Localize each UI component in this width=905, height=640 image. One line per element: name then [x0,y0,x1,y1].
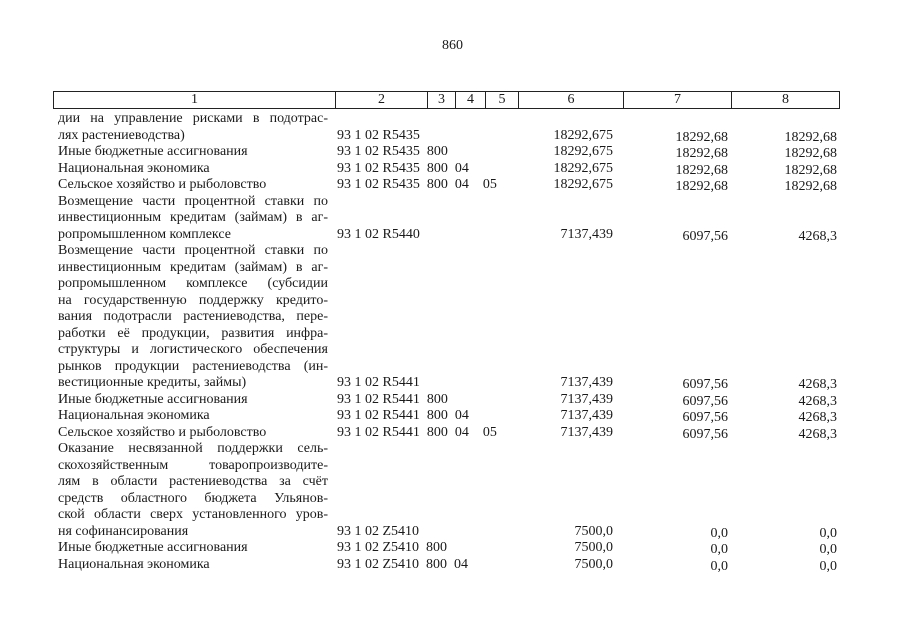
row-name-line: ской области сверх установленного уров- [58,507,328,522]
value-col-7: 0,0 [710,525,728,541]
table-row [0,227,905,243]
value-col-8: 0,0 [819,525,837,541]
row-name-line: ня софинансирования [58,523,189,539]
code: 93 1 02 R5441 800 04 [337,408,469,423]
header-col-7: 7 [624,92,732,108]
value-col-7: 18292,68 [675,129,728,145]
value-col-6: 7137,439 [560,408,613,423]
table-row [0,144,905,160]
row-name-line: Возмещение части процентной ставки по [58,193,328,209]
table-row [0,425,905,441]
code: 93 1 02 R5441 800 04 05 [337,424,497,440]
row-name-line: Сельское хозяйство и рыболовство [58,424,267,440]
table-row [0,375,905,391]
value-col-8: 4268,3 [798,410,837,425]
code: 93 1 02 R5435 800 04 [337,160,469,176]
value-col-7: 18292,68 [675,162,728,178]
header-col-5: 5 [486,92,519,108]
value-col-7: 6097,56 [682,228,728,244]
value-col-6: 18292,675 [553,160,613,176]
value-col-8: 4268,3 [798,377,837,392]
value-col-6: 7137,439 [560,375,613,390]
row-name-line: Национальная экономика [58,408,210,423]
row-name-line: Возмещение части процентной ставки по [58,243,328,258]
value-col-7: 6097,56 [682,426,728,442]
value-col-7: 6097,56 [682,393,728,409]
code: 93 1 02 Z5410 800 [337,540,448,555]
value-col-6: 7500,0 [574,556,613,572]
value-col-7: 18292,68 [675,146,728,161]
code: 93 1 02 R5435 800 [337,144,448,159]
row-name-line: Сельское хозяйство и рыболовство [58,177,267,192]
table-row [0,557,905,573]
row-name-line: структуры и логистического обеспечения [58,342,328,357]
value-col-7: 6097,56 [682,377,728,392]
value-col-8: 18292,68 [784,179,837,194]
code: 93 1 02 R5441 [337,375,420,390]
value-col-6: 7137,439 [560,424,613,440]
value-col-7: 18292,68 [675,179,728,194]
code: 93 1 02 R5440 [337,226,420,242]
row-name-line: Иные бюджетные ассигнования [58,391,248,407]
table-row [0,524,905,540]
row-name-line: рынков продукции растениеводства (ин- [58,358,328,374]
value-col-7: 6097,56 [682,410,728,425]
row-name-line: скохозяйственным товаропроизводите- [58,457,328,473]
value-col-6: 18292,675 [553,177,613,192]
value-col-6: 18292,675 [553,144,613,159]
table-row [0,392,905,408]
code: 93 1 02 R5435 800 04 05 [337,177,497,192]
code: 93 1 02 R5441 800 [337,391,448,407]
row-name-line: инвестиционным кредитам (займам) в аг- [58,259,328,275]
value-col-6: 7137,439 [560,226,613,242]
row-name-line: Оказание несвязанной поддержки сель- [58,441,328,456]
header-col-6: 6 [519,92,624,108]
table-header [53,91,840,109]
header-col-2: 2 [336,92,428,108]
row-name-line: Национальная экономика [58,160,210,176]
header-col-3: 3 [428,92,456,108]
row-name-line: вания подотрасли растениеводства, пере- [58,309,328,324]
table-row [0,177,905,193]
row-name-line: Иные бюджетные ассигнования [58,540,248,555]
table-row [0,540,905,556]
value-col-8: 18292,68 [784,162,837,178]
table-row [0,408,905,424]
value-col-6: 7500,0 [574,540,613,555]
header-col-4: 4 [456,92,486,108]
code: 93 1 02 R5435 [337,127,420,143]
row-name-line: лям в области растениеводства за счёт [58,474,328,489]
row-name-line: лях растениеводства) [58,127,185,143]
row-name-line: средств областного бюджета Ульянов- [58,490,328,506]
value-col-6: 7137,439 [560,391,613,407]
value-col-6: 7500,0 [574,523,613,539]
row-name-line: инвестиционным кредитам (займам) в аг- [58,210,328,225]
value-col-8: 18292,68 [784,146,837,161]
header-col-8: 8 [782,92,789,107]
row-name-line: вестиционные кредиты, займы) [58,375,247,390]
row-name-line: дии на управление рисками в подотрас- [58,111,328,126]
value-col-8: 18292,68 [784,129,837,145]
table-row [0,161,905,177]
value-col-7: 0,0 [710,558,728,574]
value-col-7: 0,0 [710,542,728,557]
page-number: 860 [442,38,463,53]
row-name-line: Иные бюджетные ассигнования [58,144,248,159]
value-col-8: 0,0 [819,542,837,557]
value-col-6: 18292,675 [553,127,613,143]
value-col-8: 0,0 [819,558,837,574]
value-col-8: 4268,3 [798,426,837,442]
table-row [0,128,905,144]
code: 93 1 02 Z5410 [337,523,420,539]
header-col-1: 1 [54,92,336,108]
row-name-line: работки её продукции, развития инфра- [58,325,328,341]
value-col-8: 4268,3 [798,393,837,409]
row-name-line: на государственную поддержку кредито- [58,292,328,308]
row-name-line: ропромышленном комплексе (субсидии [58,276,328,291]
code: 93 1 02 Z5410 800 04 [337,556,469,572]
row-name-line: ропромышленном комплексе [58,226,231,242]
value-col-8: 4268,3 [798,228,837,244]
row-name-line: Национальная экономика [58,556,210,572]
